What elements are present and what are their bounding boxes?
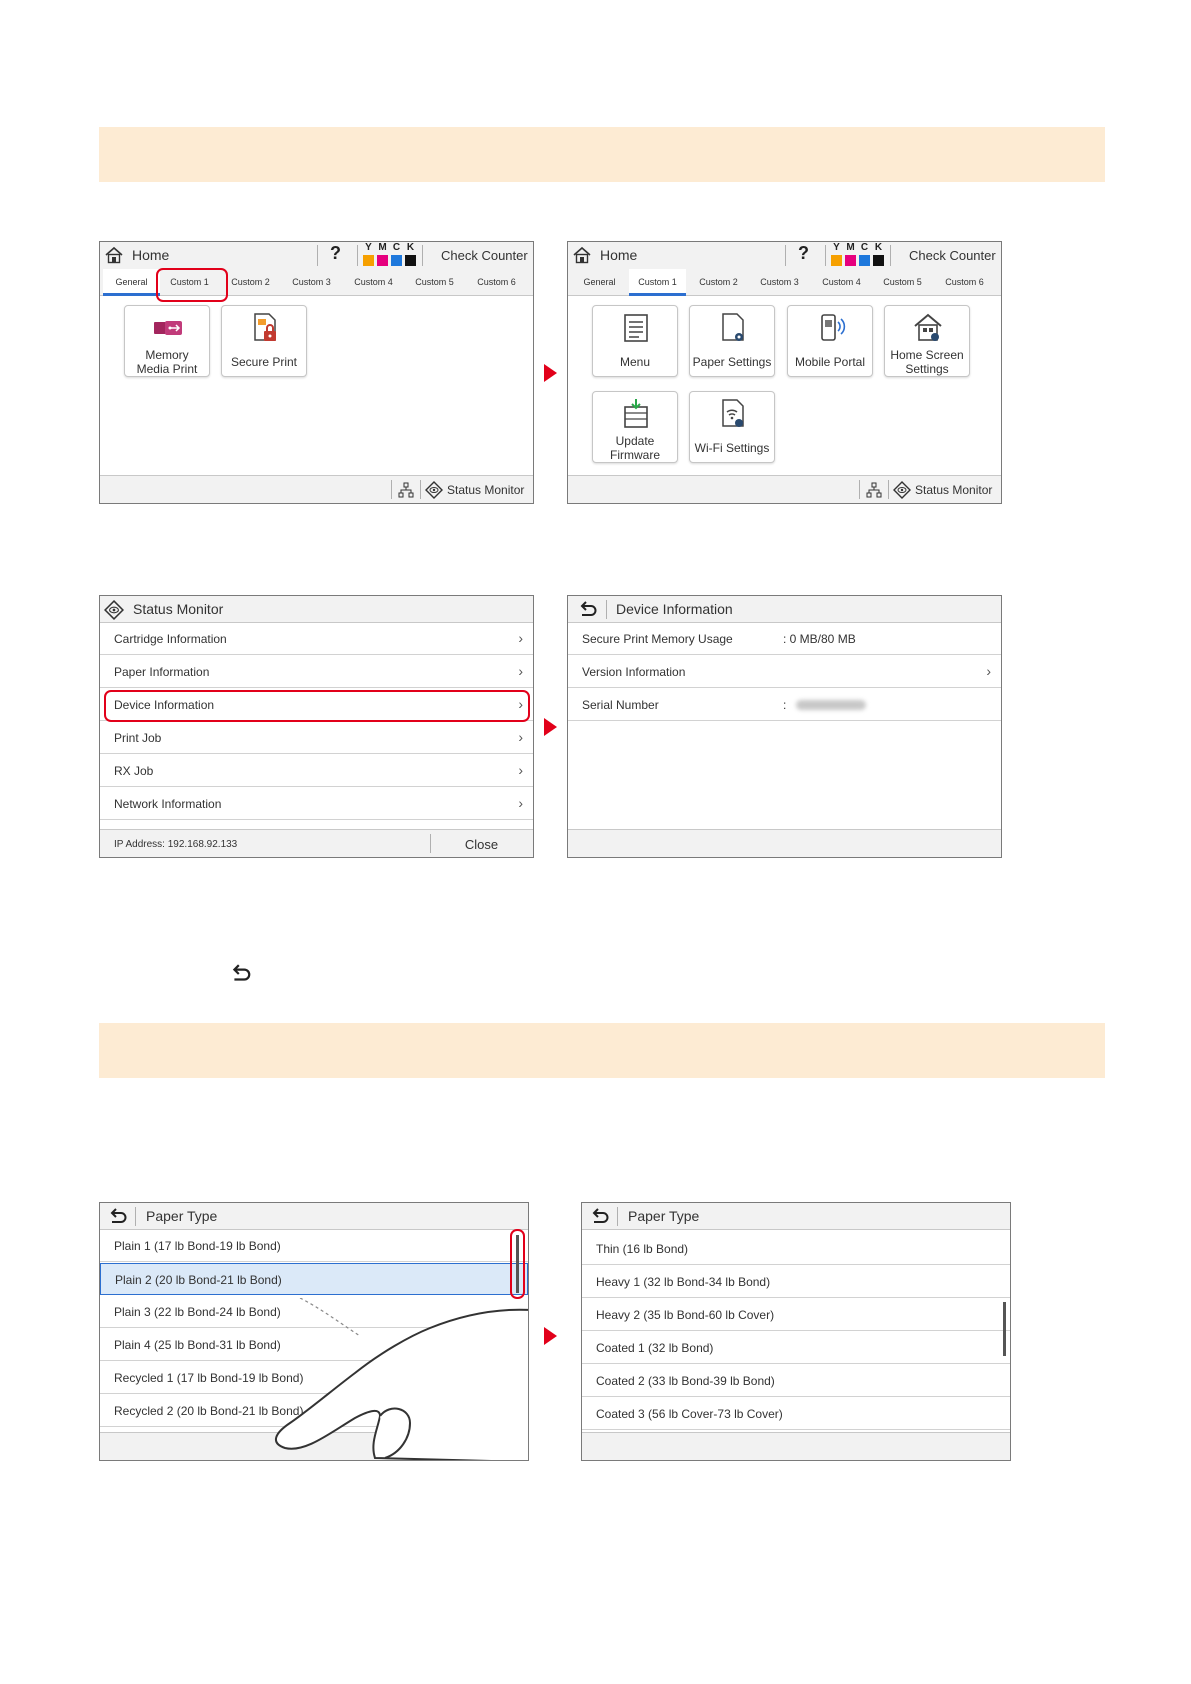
mobile-portal-button[interactable] (787, 305, 873, 377)
mobile-phone-icon (815, 312, 847, 344)
chevron-right-icon: › (518, 696, 523, 712)
page-title: Device Information (616, 601, 733, 617)
tab-custom-2[interactable]: Custom 2 (231, 277, 270, 287)
tab-custom-1[interactable]: Custom 1 (170, 277, 209, 287)
close-button[interactable]: Close (464, 837, 499, 852)
list-item[interactable]: Coated 1 (32 lb Bond) (582, 1332, 1010, 1364)
chevron-right-icon: › (518, 663, 523, 679)
status-monitor-icon[interactable] (425, 481, 443, 499)
tile-label: Firmware (610, 448, 660, 462)
divider (422, 245, 423, 266)
secure-print-button[interactable] (221, 305, 307, 377)
update-firmware-icon (620, 398, 652, 430)
paper-type-footer (582, 1432, 1010, 1460)
tile-label: Update (615, 434, 655, 448)
network-icon[interactable] (866, 482, 882, 498)
tab-custom-5[interactable]: Custom 5 (883, 277, 922, 287)
list-item-print-job[interactable]: Print Job › (100, 722, 533, 754)
paper-type-header (582, 1203, 1010, 1230)
divider (357, 245, 358, 266)
chevron-right-icon: › (518, 762, 523, 778)
help-icon[interactable]: ? (330, 243, 341, 263)
update-firmware-button[interactable] (592, 391, 678, 463)
home-tabs (568, 269, 1001, 296)
home-header (100, 242, 533, 269)
list-item-network-information[interactable]: Network Information › (100, 788, 533, 820)
list-item-selected[interactable]: Plain 2 (20 lb Bond-21 lb Bond) (100, 1263, 528, 1295)
tab-custom-3[interactable]: Custom 3 (292, 277, 331, 287)
home-icon[interactable] (104, 245, 124, 265)
page-title: Status Monitor (133, 601, 224, 617)
home-header (568, 242, 1001, 269)
arrow-right-icon (544, 1327, 557, 1345)
help-icon[interactable]: ? (798, 243, 809, 263)
list-item[interactable]: Plain 1 (17 lb Bond-19 lb Bond) (100, 1230, 528, 1262)
page-title: Paper Type (146, 1208, 218, 1224)
list-item[interactable]: Plain 3 (22 lb Bond-24 lb Bond) (100, 1296, 528, 1328)
ink-levels[interactable]: Y M C K (830, 242, 886, 268)
back-icon (229, 963, 253, 985)
home-screen-general (99, 241, 534, 504)
back-icon[interactable] (108, 1207, 128, 1227)
home-icon[interactable] (572, 245, 592, 265)
divider (317, 245, 318, 266)
serial-number-row: Serial Number : (568, 689, 1001, 721)
list-item[interactable]: Heavy 1 (32 lb Bond-34 lb Bond) (582, 1266, 1010, 1298)
scrollbar[interactable] (1003, 1302, 1006, 1356)
wifi-settings-button[interactable] (689, 391, 775, 463)
chevron-right-icon: › (518, 795, 523, 811)
secure-print-memory-row: Secure Print Memory Usage : 0 MB/80 MB (568, 623, 1001, 655)
list-item[interactable]: Thin (16 lb Bond) (582, 1233, 1010, 1265)
hand-swipe-icon (260, 1298, 529, 1461)
tab-custom-5[interactable]: Custom 5 (415, 277, 454, 287)
list-item[interactable]: Coated 2 (33 lb Bond-39 lb Bond) (582, 1365, 1010, 1397)
chevron-right-icon: › (518, 729, 523, 745)
tile-label: Media Print (136, 362, 198, 376)
menu-button[interactable] (592, 305, 678, 377)
status-monitor-button[interactable]: Status Monitor (915, 483, 993, 497)
home-screen-settings-button[interactable] (884, 305, 970, 377)
paper-type-screen-before (99, 1202, 529, 1461)
tab-custom-6[interactable]: Custom 6 (477, 277, 516, 287)
paper-gear-icon (717, 312, 749, 344)
tile-label: Memory (145, 348, 189, 362)
tile-label: Paper Settings (692, 355, 772, 369)
tab-custom-3[interactable]: Custom 3 (760, 277, 799, 287)
usb-memory-icon (152, 312, 184, 344)
lock-document-icon (249, 312, 281, 344)
tile-label: Mobile Portal (794, 355, 866, 369)
home-footer (568, 475, 1001, 503)
chevron-right-icon: › (518, 630, 523, 646)
status-monitor-button[interactable]: Status Monitor (447, 483, 525, 497)
page-title: Paper Type (628, 1208, 700, 1224)
back-icon[interactable] (590, 1207, 610, 1227)
version-information-row[interactable]: Version Information › (568, 656, 1001, 688)
device-information-screen (567, 595, 1002, 858)
tab-custom-4[interactable]: Custom 4 (354, 277, 393, 287)
home-title: Home (132, 247, 170, 263)
section-header-band (99, 1023, 1105, 1078)
highlight-scrollbar (510, 1229, 525, 1299)
tile-label: Settings (905, 362, 949, 376)
tile-label: Wi-Fi Settings (694, 441, 770, 455)
list-item[interactable]: Plain 4 (25 lb Bond-31 lb Bond) (100, 1329, 528, 1361)
tab-custom-2[interactable]: Custom 2 (699, 277, 738, 287)
tab-custom-6[interactable]: Custom 6 (945, 277, 984, 287)
tile-label: Home Screen (890, 348, 964, 362)
highlight-device-information (104, 690, 530, 722)
tab-custom-1[interactable]: Custom 1 (629, 269, 686, 296)
network-icon[interactable] (398, 482, 414, 498)
wifi-gear-icon (717, 398, 749, 430)
list-item[interactable]: Recycled 2 (20 lb Bond-21 lb Bond) (100, 1395, 528, 1427)
check-counter-button[interactable]: Check Counter (441, 248, 528, 263)
list-item[interactable]: Recycled 1 (17 lb Bond-19 lb Bond) (100, 1362, 528, 1394)
status-monitor-screen (99, 595, 534, 858)
tile-label: Menu (619, 355, 651, 369)
home-settings-icon (912, 312, 944, 344)
menu-list-icon (620, 312, 652, 344)
status-monitor-header (100, 596, 533, 623)
arrow-right-icon (544, 364, 557, 382)
device-information-header (568, 596, 1001, 623)
tab-custom-4[interactable]: Custom 4 (822, 277, 861, 287)
serial-number-redacted (796, 700, 866, 710)
paper-type-screen-after (581, 1202, 1011, 1461)
device-information-footer (568, 829, 1001, 857)
home-screen-custom-1 (567, 241, 1002, 504)
list-item[interactable]: Coated 3 (56 lb Cover-73 lb Cover) (582, 1398, 1010, 1430)
list-item-rx-job[interactable]: RX Job › (100, 755, 533, 787)
section-header-band (99, 127, 1105, 182)
memory-usage-value: : 0 MB/80 MB (783, 632, 856, 646)
status-monitor-footer (100, 829, 533, 857)
paper-settings-button[interactable] (689, 305, 775, 377)
ip-address: IP Address: 192.168.92.133 (114, 839, 238, 850)
ink-levels[interactable]: Y M C K (362, 242, 418, 268)
status-monitor-icon[interactable] (893, 481, 911, 499)
memory-media-print-button[interactable] (124, 305, 210, 377)
tile-label: Secure Print (230, 355, 298, 369)
tab-general[interactable]: General (583, 277, 616, 287)
arrow-right-icon (544, 718, 557, 736)
tab-general[interactable]: General (103, 269, 160, 296)
home-title: Home (600, 247, 638, 263)
list-item-paper-information[interactable]: Paper Information › (100, 656, 533, 688)
home-footer (100, 475, 533, 503)
back-icon[interactable] (578, 600, 598, 620)
highlight-custom-1 (156, 268, 228, 302)
paper-type-header (100, 1203, 528, 1230)
chevron-right-icon: › (986, 663, 991, 679)
list-item[interactable]: Heavy 2 (35 lb Bond-60 lb Cover) (582, 1299, 1010, 1331)
list-item-device-information[interactable]: Device Information › (100, 689, 533, 721)
list-item-cartridge-information[interactable]: Cartridge Information › (100, 623, 533, 655)
status-monitor-icon (104, 600, 124, 620)
check-counter-button[interactable]: Check Counter (909, 248, 996, 263)
